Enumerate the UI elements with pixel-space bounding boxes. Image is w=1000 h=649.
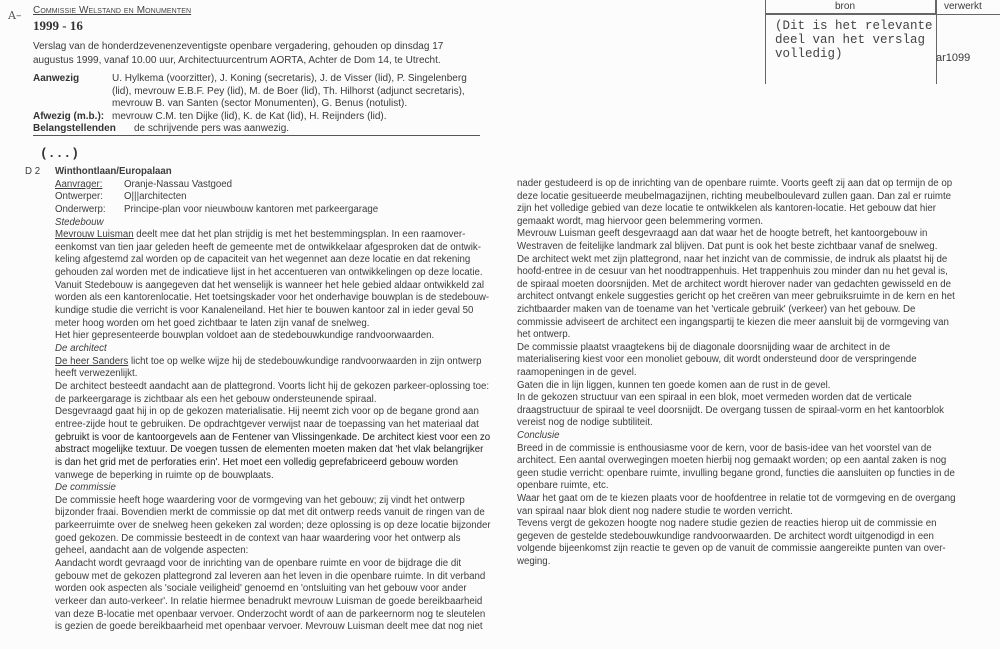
line-text: geheel, aandacht aan de volgende aspecten: <box>55 545 249 557</box>
text-line <box>517 191 951 203</box>
line-text: Waar het gaat om de te kiezen plaats voor de hoofdentree in relatie tot de vormgeving en de overgang <box>517 493 956 504</box>
line-text: worden ook aspecten als 'sociale veiligheid' genoemd en 'ontsluiting van het gebouw voor ander <box>55 583 467 595</box>
text-line <box>517 556 550 568</box>
line-text: goed gekozen. De commissie besteedt in de context van haar waardering voor het ontwerp als <box>55 532 461 544</box>
text-line <box>55 368 137 380</box>
text-line <box>55 507 485 519</box>
text-line <box>55 495 465 507</box>
line-text: Gaten die in lijn liggen, kunnen ten goede komen aan de rust in de gevel. <box>517 379 831 391</box>
line-text: heeft verwezenlijkt. <box>55 368 138 380</box>
text-line <box>517 468 955 480</box>
interested-label: Belangstellenden <box>33 123 116 134</box>
omission-mark: (...) <box>40 146 80 161</box>
line-text: eenkomst van tien jaar geleden heeft de gemeente met de ontwikkelaar afgesproken dat de ontwik- <box>55 241 481 253</box>
text-line <box>517 291 955 303</box>
line-text: bijzonder fraai. Bovendien merkt de commissie op dat met dit ontwerp reeds vanuit de ringen van de <box>55 507 485 519</box>
text-line <box>55 621 483 633</box>
line-text: Tevens vergt de gekozen hoogte nog nadere studie gezien de reacties hierop uit de commissie en <box>517 518 937 530</box>
line-text: Desgevraagd gaat hij in op de gekozen materialisatie. Hij neemt zich voor op de begane grond aan <box>55 406 479 418</box>
text-line <box>55 330 434 342</box>
intro-line: augustus 1999, vanaf 10.00 uur, Architectuurcentrum AORTA, Achter de Dom 14, te Utrecht. <box>33 55 441 66</box>
stamp-col-processed: verwerkt <box>944 1 982 12</box>
line-text: is gezien de goede bereikbaarheid met openbaar vervoer. Mevrouw Luisman deelt mee dat nog niet <box>55 621 483 633</box>
text-line <box>517 304 915 316</box>
stamp-note: volledig) <box>775 47 843 61</box>
text-line <box>55 558 461 570</box>
line-text: openbare ruimte, etc. <box>517 480 609 492</box>
text-line <box>55 292 489 304</box>
line-text: verkeer dan auto-verkeer'. In relatie hiermee benadrukt mevrouw Luisman de goede bereikbaarheid <box>55 596 483 607</box>
text-line <box>55 533 461 545</box>
line-text: entree-zijde hout te gebruiken. De opdrachtgever verwijst naar de toepassing van het materiaal dat <box>55 418 479 430</box>
text-line <box>55 229 465 241</box>
line-text: meter hoog worden om het goed zichtbaar te laten zijn vanaf de snelweg. <box>55 317 370 329</box>
header-divider <box>33 135 480 136</box>
interested-text: de schrijvende pers was aanwezig. <box>134 123 290 134</box>
text-line <box>55 305 473 317</box>
present-line: mevrouw B. van Santen (sector Monumenten), G. Benus (notulist). <box>112 98 408 109</box>
line-text: hoofd-entree in de cesuur van het noodtrappenhuis. Het trappenhuis zou minder dan nu het geval is, <box>517 266 948 278</box>
line-text: volgende bijeenkomst zijn reactie te geven op de vanuit de commissie aangereikte punten van over- <box>517 543 946 555</box>
text-line <box>517 506 793 518</box>
stamp-note: deel van het verslag <box>775 33 926 47</box>
text-line <box>517 443 932 455</box>
text-line <box>517 405 944 417</box>
organization-name: Commissie Welstand en Monumenten <box>33 5 192 16</box>
present-line: (lid), mevrouw E.B.F. Pey (lid), M. de Boer (lid), Th. Hilhorst (adjunct secretaris), <box>112 86 465 97</box>
line-text: Het hier gepresenteerde bouwplan voldoet aan de stedebouwkundige randvoorwaarden. <box>55 330 435 342</box>
line-text: licht toe op welke wijze hij de stedebouwkundige randvoorwaarden in zijn ontwerp <box>128 355 482 367</box>
stamp-note: (Dit is het relevante <box>775 19 933 33</box>
text-line <box>55 571 485 583</box>
text-line <box>517 380 830 392</box>
line-text: nader gestudeerd is op de inrichting van de openbare ruimte. Voorts geeft zij aan dat op termijn de op <box>517 178 953 189</box>
line-text: De commissie plaatst vraagtekens bij de diagonale doorsnijding waar de architect in de <box>517 341 891 353</box>
line-text: weging. <box>517 556 551 567</box>
text-line <box>55 318 370 330</box>
section-heading <box>55 343 107 355</box>
text-line <box>517 178 952 190</box>
absent-label: Afwezig (m.b.): <box>33 111 105 122</box>
text-line <box>55 356 482 368</box>
text-line <box>517 241 937 253</box>
line-text: Breed in de commissie is enthousiasme voor de kern, voor de basis-idee van het voorstel van de <box>517 442 932 454</box>
text-line <box>517 266 948 278</box>
text-line <box>517 342 890 354</box>
line-text: gemaakt wordt, mag hiervoor geen belemmering vormen. <box>517 215 764 227</box>
text-line <box>517 279 951 291</box>
line-text: parkeerruimte over de snelweg heen gekeken zal worden; deze oplossing is op deze locatie bijzonder <box>55 520 491 532</box>
speaker-name: Mevrouw Luisman <box>55 229 134 241</box>
present-line: U. Hylkema (voorzitter), J. Koning (secretaris), J. de Visser (lid), P. Singelenberg <box>112 73 467 84</box>
line-text: commissie adviseert de architect een ingangspartij te kiezen die meer aansluit bij de vormgeving van <box>517 316 949 328</box>
stamp-code: ar1099 <box>936 52 971 64</box>
text-line <box>517 543 946 555</box>
text-line <box>55 381 489 393</box>
line-text: materialisering kiest voor een monoliet gebouw, dit wordt ondersteund door de verspringende <box>517 354 917 366</box>
line-text: gegeven de gestelde stedebouwkundige randvoorwaarden. De architect wordt uitgenodigd in een <box>517 530 934 542</box>
text-line <box>55 254 470 266</box>
line-text: zijn het volledige gebied van deze locatie te ontwikkelen als kantoren-locatie. Het gebouw dat hier <box>517 203 936 215</box>
line-text: architect. Een aantal overwegingen moeten hierbij nog gemaakt worden; op een aantal zaken is nog <box>517 455 947 467</box>
text-line <box>517 518 937 530</box>
stamp-col-source: bron <box>835 1 856 12</box>
text-line <box>517 354 917 366</box>
line-text: deelt mee dat het plan strijdig is met het bestemmingsplan. In een raamover- <box>133 229 466 241</box>
text-line <box>55 609 485 621</box>
text-line <box>55 394 377 406</box>
text-line <box>517 480 609 492</box>
text-line <box>55 583 467 595</box>
item-field-value: Principe-plan voor nieuwbouw kantoren met parkeergarage <box>124 204 379 215</box>
item-field-value: Oranje-Nassau Vastgoed <box>124 179 233 190</box>
text-line <box>55 520 491 532</box>
line-text: Vanuit Stedebouw is aangegeven dat het wenselijk is wanneer het hele gebied aldaar ontwikkeld zal <box>55 279 485 291</box>
speaker-name: De heer Sanders <box>55 355 129 367</box>
line-text: Mevrouw Luisman geeft desgevraagd aan dat waar het de hoogte betreft, het kantoorgebouw in <box>517 228 928 240</box>
item-field-label: Ontwerper: <box>55 191 103 202</box>
line-text: gehouden zal worden met de indicatieve lijst in het accentueren van ontwikkelingen op deze locatie. <box>55 267 483 279</box>
line-text: Westraven de feitelijke landmark zal blijven. Dat punt is ook het beste zichtbaar vanaf de snelweg. <box>517 241 938 252</box>
text-line <box>517 417 653 429</box>
text-line <box>517 392 912 404</box>
text-line <box>55 596 482 608</box>
line-text: gebouw met de gekozen plattegrond zal leveren aan het leven in die openbare ruimte. In dit verband <box>55 570 486 582</box>
text-line <box>55 457 458 469</box>
present-label: Aanwezig <box>33 73 80 84</box>
line-text: De architect besteedt aandacht aan de plattegrond. Voorts licht hij de gekozen parkeer-oplossing toe: <box>55 380 490 392</box>
item-field-label: Aanvrager: <box>55 179 103 190</box>
line-text: gebruikt is voor de kantoorgevels aan de Fentener van Vlissingenkade. De architect kiest voor een zo <box>55 431 491 443</box>
page-marker: A– <box>8 9 22 22</box>
intro-line: Verslag van de honderdzevenenzeventigste openbare vergadering, gehouden op dinsdag 17 <box>33 41 444 52</box>
section-heading <box>55 482 116 494</box>
item-field-label: Onderwerp: <box>55 204 106 215</box>
text-line <box>55 406 479 418</box>
line-text: De architect <box>55 343 107 354</box>
text-line <box>55 470 274 482</box>
line-text: Aandacht wordt gevraagd voor de inrichting van de openbare ruimte en voor de bijdrage die dit <box>55 558 462 570</box>
text-line <box>55 419 479 431</box>
line-text: vereist nog de nodige subtiliteit. <box>517 417 653 429</box>
absent-list: mevrouw C.M. ten Dijke (lid), K. de Kat (lid), H. Reijnders (lid). <box>112 111 387 122</box>
text-line <box>55 432 490 444</box>
text-line <box>517 203 936 215</box>
text-line <box>517 493 956 505</box>
line-text: draagstructuur de spiraal te veel doorsnijdt. De overgang tussen de spiraal-vorm en het kantoorblok <box>517 404 945 416</box>
text-line <box>517 531 934 543</box>
text-line <box>517 455 946 467</box>
line-text: In de gekozen structuur van een spiraal in een blok, moet vermeden worden dat de verticale <box>517 392 912 404</box>
line-text: het ontwerp. <box>517 329 571 341</box>
text-line <box>55 545 248 557</box>
line-text: abstract mogelijke textuur. De voegen tussen de elementen moeten maken dat 'het vlak belangrijker <box>55 444 484 456</box>
line-text: vanwege de beperking in ruimte op de bouwplaats. <box>55 469 274 481</box>
text-line <box>517 367 637 379</box>
line-text: is dan het grid met de perforaties erin'. Het moet een volledig geprefabriceerd gebouw worden <box>55 456 459 468</box>
item-field-value: O|||architecten <box>124 191 187 202</box>
line-text: De architect wekt met zijn plattegrond, naar het inzicht van de commissie, de indruk als plaatst hij de <box>517 253 948 265</box>
line-text: deze locatie gesitueerde meubelmagazijnen, richting meubelboulevard zullen gaan. Dan zal er ruimte <box>517 190 952 202</box>
text-line <box>517 216 763 228</box>
line-text: Stedebouw <box>55 216 104 228</box>
line-text: de parkeergarage is zichtbaar als een het gebouw ondersteunende spiraal. <box>55 393 377 405</box>
line-text: van spiraal naar blok dient nog nadere studie te worden verricht. <box>517 505 793 517</box>
line-text: De commissie <box>55 482 116 494</box>
section-heading <box>55 217 103 229</box>
line-text: van deze B-locatie met openbaar vervoer. Onderzocht wordt of aan de parkeernorm nog te sleutelen <box>55 608 486 620</box>
line-text: De commissie heeft hoge waardering voor de vormgeving van het gebouw; zij vindt het ontwerp <box>55 494 465 506</box>
item-number: D 2 <box>25 166 41 177</box>
line-text: worden als een kantorenlocatie. Het toetsingskader voor het onderhavige bouwplan is de stedebouw- <box>55 292 490 304</box>
line-text: zichtbaarder maken van de toename van het 'verticale gebruik' (verkeer) van het gebouw. De <box>517 304 916 315</box>
text-line <box>517 317 949 329</box>
item-title: Winthontlaan/Europalaan <box>55 166 172 177</box>
text-line <box>55 280 484 292</box>
report-number: 1999 - 16 <box>33 18 83 33</box>
line-text: Conclusie <box>517 430 560 441</box>
line-text: raamopeningen in de gevel. <box>517 367 637 378</box>
line-text: architect ontvangt enkele suggesties gericht op het creëren van meer gebruiksruimte in de kern en het <box>517 291 955 303</box>
text-line <box>55 444 483 456</box>
line-text: keling afgestemd zal worden op de capaciteit van het wegennet aan deze locatie en dat rekening <box>55 254 471 266</box>
line-text: de spiraal moeten doorsnijden. Met de architect wordt hierover nader van gedachten gewisseld en de <box>517 278 952 290</box>
line-text: kundige studie die verricht is voor Kanaleneiland. Het hier te bouwen kantoor zal in ieder geval 50 <box>55 305 474 317</box>
text-line <box>55 242 481 254</box>
text-line <box>517 228 927 240</box>
section-heading <box>517 430 560 442</box>
text-line <box>517 254 947 266</box>
line-text: geen studie verricht: openbare ruimte, invulling begane grond, functies die aansluiten op functies in de <box>517 467 955 479</box>
text-line <box>55 267 483 279</box>
text-line <box>517 329 570 341</box>
